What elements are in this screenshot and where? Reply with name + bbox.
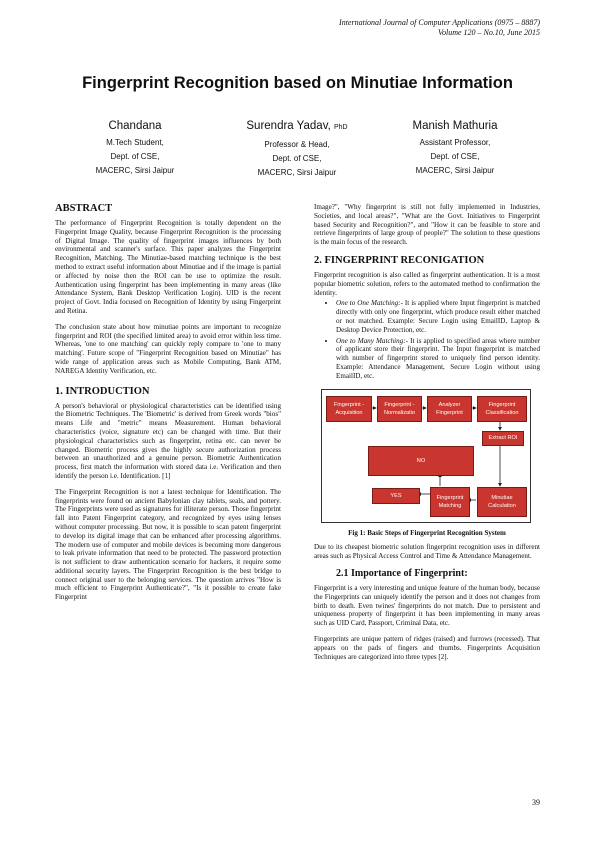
author-affiliation-line: Dept. of CSE, — [430, 152, 480, 161]
author-name — [212, 118, 382, 136]
paper-title: Fingerprint Recognition based on Minutiae Information — [82, 74, 513, 92]
author-affiliation-line: Assistant Professor, — [419, 138, 491, 147]
body-paragraph: Image?", "Why fingerprint is still not fully implemented in Industries, Societies, and local areas?", "What are the Govt. Initiatives to Fingerprint based Security and Recognition?", and "How it can be feasible to store and retrieve fingerprints of large group of people?" The solution to these questions is the main focus of the research. — [314, 203, 540, 247]
journal-header — [339, 18, 540, 38]
author-affiliation-line: MACERC, Sirsi Jaipur — [257, 168, 337, 177]
body-paragraph: Fingerprint recognition is also called as fingerprint authentication. It is a most popular biometric solution, refers to the automated method to confirmation the identity. — [314, 270, 540, 297]
flow-box-acquisition: Fingerprint -Acquisition — [326, 396, 372, 422]
author-3 — [370, 118, 540, 178]
flow-box-analyzer: Analyzer Fingerprint — [427, 396, 472, 422]
list-item — [336, 299, 540, 334]
body-paragraph: Due to its cheapest biometric solution fingerprint recognition uses in different areas such as Physical Access Control and Time & Attendance Management. — [314, 543, 540, 561]
author-affiliation-line: MACERC, Sirsi Jaipur — [415, 166, 495, 175]
abstract-heading: ABSTRACT — [55, 203, 113, 214]
author-2 — [212, 118, 382, 180]
author-1 — [50, 118, 220, 178]
list-item-term: One to One Matching:- — [336, 299, 403, 308]
list-item-term: One to Many Matching:- — [336, 336, 408, 345]
subsection-heading: 2.1 Importance of Fingerprint: — [336, 567, 468, 579]
journal-name: International Journal of Computer Applications (0975 – 8887) — [339, 18, 540, 27]
body-paragraph: Fingerprints are unique pattern of ridges (raised) and furrows (recessed). That appears on the pads of fingers and thumbs. Fingerprints Acquisition Techniques are categorized into three types [2]. — [314, 634, 540, 661]
author-affiliation-line: Professor & Head, — [264, 140, 330, 149]
matching-types-list — [314, 299, 540, 380]
left-column — [55, 203, 281, 609]
intro-paragraph: A person's behavioral or physiological characteristics can be identified using the Biometric Techniques. The 'Biometric' is derived from Greek words "bios" means Life and "metric" means Measurement. Human behavioral characteristics (voice, signature etc) can be changed with time. But their physiological characteristics such as fingerprint, retina etc. can never be changed. Biometric process gives the highly secure authorization process between an unauthorized and a genuine person. Biometric Authentication process, first match the information with stored data i.e. Verification and then identify the person i.e. Identification. [1] — [55, 401, 281, 480]
flow-box-classification: Fingerprint Classification — [477, 396, 527, 422]
flow-box-normalization: Fingerprint - Normalizatio — [377, 396, 422, 422]
flow-box-yes: YES — [372, 488, 420, 504]
author-affiliation-line: Dept. of CSE, — [272, 154, 322, 163]
page-number: 39 — [532, 798, 540, 807]
flow-box-minutiae-calculation: Minutiae Calculation — [477, 487, 527, 517]
author-name: Manish Mathuria — [412, 120, 498, 132]
author-affiliation-line: MACERC, Sirsi Jaipur — [95, 166, 175, 175]
flow-box-extract-roi: Extract ROI — [482, 431, 524, 446]
right-column — [314, 203, 540, 668]
flow-box-no: NO — [368, 446, 474, 476]
abstract-paragraph: The conclusion state about how minutiae points are important to recognize fingerprint and ROI (the specified limited area) to avoid error within less time. Whereas, 'one to one matching' can quickly reply compare to 'one to many matching'. Future scope of "Fingerprint Recognition based on Minutiae" has wide range of application areas such as Mobile Computing, Bank ATM, NAREGA Identity Verification, etc. — [55, 322, 281, 375]
list-item-text: It is applied to specified areas where number of applicant store their fingerprint. The Input fingerprint is matched with number of fingerprint stored to uniquely find person identity. Example: Attendance Management, Secure Login without using EmailID, etc. — [336, 336, 540, 380]
list-item — [336, 337, 540, 381]
flowchart-figure — [321, 389, 531, 523]
journal-volume: Volume 120 – No.10, June 2015 — [438, 28, 540, 37]
author-affiliation-line: M.Tech Student, — [106, 138, 164, 147]
list-item-text: It is applied where Input fingerprint is matched directly with only one fingerprint, which produce result either matched or not matched. Example: Secure Login using EmailID, Laptop & Desktop Device Protection, etc. — [336, 299, 540, 334]
author-affiliation-line: Dept. of CSE, — [110, 152, 160, 161]
author-name-text: Surendra Yadav, — [246, 120, 334, 132]
figure-caption: Fig 1: Basic Steps of Fingerprint Recognition System — [348, 528, 506, 537]
abstract-paragraph: The performance of Fingerprint Recognition is totally dependent on the Fingerprint Image Quality, because Fingerprint Recognition is the processing of Digital Image. The quality of fingerprint images influences by both environmental and scanner's surface. This paper analyzes the Fingerprint Recognition, Matching. The Minutiae-based matching technique is the best method to extract useful information about Minutiae and if the image is partial or affected by noise then the ROI can be use to optimize the result. Authentication using fingerprint has been implementing in many areas (like Attendance System, Bank Desktop Verification Login). UID is the recent project of Govt. India focused on Recognition of Identity by using Fingerprint and Retina. — [55, 219, 281, 315]
section-2-heading: 2. FINGERPRINT RECONIGATION — [314, 254, 485, 266]
author-degree: PhD — [333, 124, 348, 131]
body-paragraph: Fingerprint is a very interesting and unique feature of the human body, because the Fingerprints can uniquely identify the person and it does not changes from birth to death. Even twines' fingerprints do not match. Due to persistent and uniqueness property of fingerprint it has been implementing in many areas such as UID Card, Passport, Criminal Data, etc. — [314, 583, 540, 628]
intro-paragraph: The Fingerprint Recognition is not a latest technique for Identification. The fingerprints were found on ancient Babylonian clay tablets, seals, and pottery. The Fingerprints were used as signatures for illiterate person. Those fingerprint fall into Patent Fingerprint category, and recognized by eyes using lenses without computer processing. But now, it is possible to scan patent fingerprint to develop its digital image that can be enhanced after processing algorithms. The modern use of computer and mobile devices is becoming more dangerous to leak private information that need to be protected. The password protection is not sufficient to draw authentication scenario for hackers, it require some additional security layers. The Fingerprint Recognition is the best bridge to connect original user to the belonging services. The question arrives "How is much efficient to Fingerprint Authenticate?", "Is it possible to create fake Fingerprint — [55, 487, 281, 602]
intro-heading: 1. INTRODUCTION — [55, 385, 150, 397]
flow-box-matching: Fingerprint Matching — [430, 487, 470, 517]
author-name: Chandana — [108, 120, 162, 132]
